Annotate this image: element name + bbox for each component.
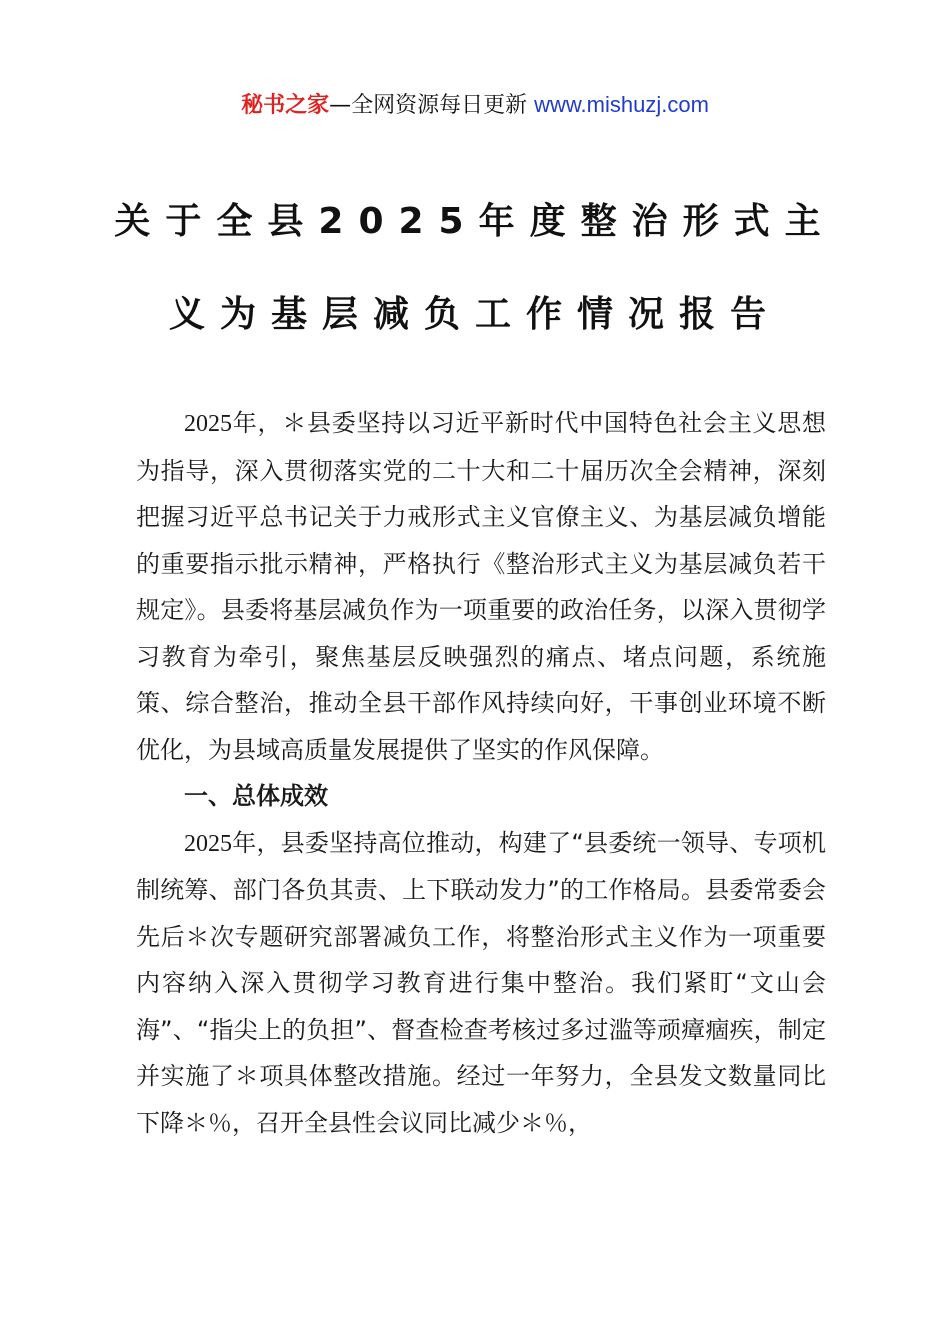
site-url-link[interactable]: www.mishuzj.com <box>534 92 709 117</box>
brand-name: 秘书之家 <box>241 93 330 118</box>
section-heading-overall-results: 一、总体成效 <box>184 782 328 810</box>
intro-paragraph <box>136 400 826 773</box>
results-paragraph <box>136 820 826 1147</box>
intro-text: 年，＊县委坚持以习近平新时代中国特色社会主义思想为指导，深入贯彻落实党的二十大和二十届历次全会精神，深刻把握习近平总书记关于力戒形式主义官僚主义、为基层减负增能的重要指示批示精神，严格执行《整治形式主义为基层减负若干规定》。县委将基层减负作为一项重要的政治任务，以深入贯彻学习教育为牵引，聚焦基层反映强烈的痛点、堵点问题，系统施策、综合整治，推动全县干部作风持续向好，干事创业环境不断优化，为县域高质量发展提供了坚实的作风保障。 <box>136 409 826 764</box>
document-title-line-2: 义为基层减负工作情况报告 <box>168 294 781 335</box>
results-year: 2025 <box>184 830 232 857</box>
header-tagline: —全网资源每日更新 <box>329 93 535 118</box>
results-text: 年，县委坚持高位推动，构建了“县委统一领导、专项机制统筹、部门各负其责、上下联动发力”的工作格局。县委常委会先后＊次专题研究部署减负工作，将整治形式主义作为一项重要内容纳入深入贯彻学习教育进行集中整治。我们紧盯“文山会海”、“指尖上的负担”、督查检查考核过多过滥等顽瘴痼疾，制定并实施了＊项具体整改措施。经过一年努力，全县发文数量同比下降＊％，召开全县性会议同比减少＊％， <box>136 828 826 1137</box>
site-header <box>0 88 950 123</box>
intro-year: 2025 <box>184 411 232 437</box>
document-body <box>136 400 826 1146</box>
document-title-line-1: 关于全县2025年度整治形式主 <box>114 201 836 242</box>
